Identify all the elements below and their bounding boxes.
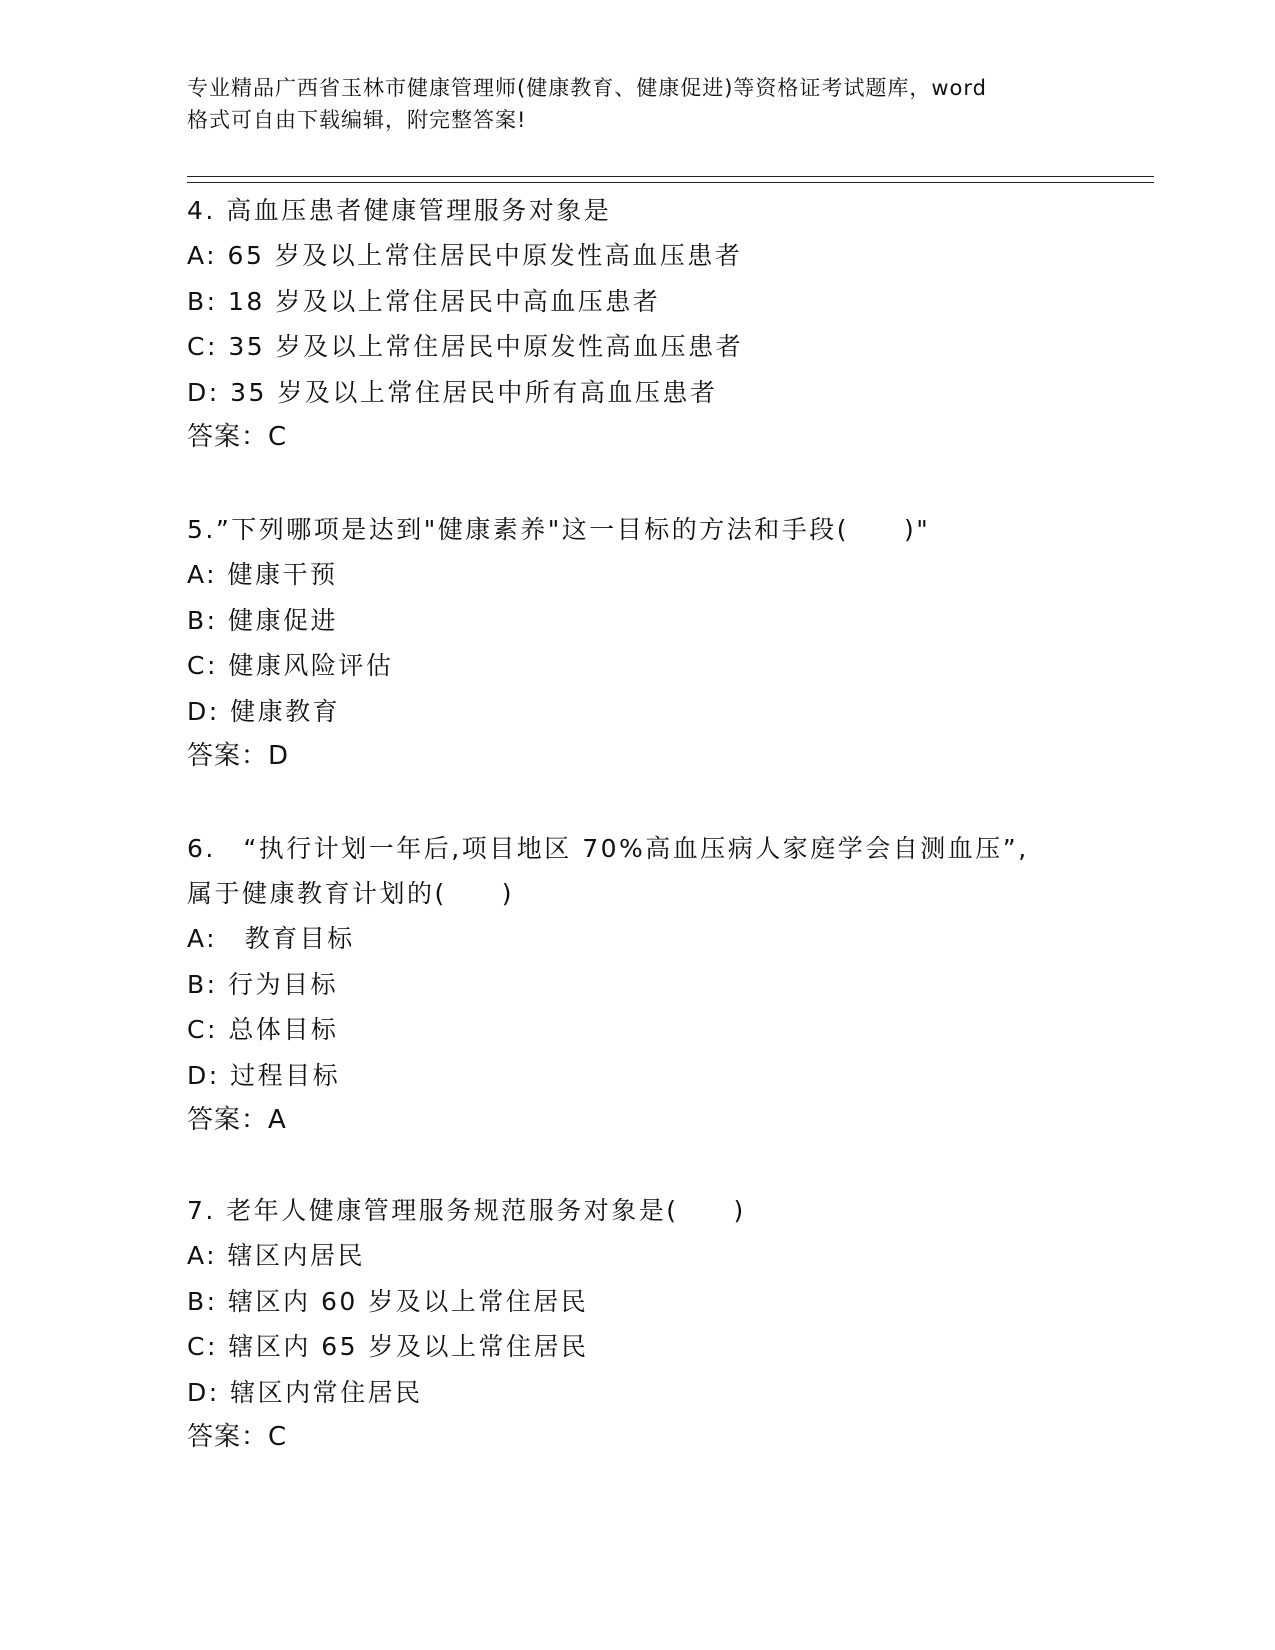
- answer-line: 答案：C: [187, 1422, 288, 1452]
- option-d: D: 辖区内常住居民: [187, 1377, 423, 1407]
- answer-line: 答案：A: [187, 1105, 287, 1135]
- question-7: [187, 1188, 1147, 1460]
- question-5: [187, 507, 1147, 779]
- question-4: [187, 188, 1147, 460]
- question-stem: 5.”下列哪项是达到"健康素养"这一目标的方法和手段( )": [187, 515, 931, 544]
- option-c: C: 总体目标: [187, 1015, 339, 1044]
- option-b: B: 行为目标: [187, 969, 339, 999]
- option-d: D: 健康教育: [187, 696, 341, 726]
- option-a: A: 健康干预: [187, 560, 338, 589]
- option-b: B: 健康促进: [187, 605, 339, 635]
- option-d: D: 过程目标: [187, 1060, 341, 1090]
- question-6: [187, 826, 1147, 1143]
- option-a: A: 辖区内居民: [187, 1241, 366, 1270]
- option-c: C: 健康风险评估: [187, 651, 394, 680]
- option-c: C: 辖区内 65 岁及以上常住居民: [187, 1332, 589, 1361]
- option-c: C: 35 岁及以上常住居民中原发性高血压患者: [187, 332, 744, 361]
- question-stem: 4. 高血压患者健康管理服务对象是: [187, 196, 612, 225]
- document-header: 专业精品广西省玉林市健康管理师(健康教育、健康促进)等资格证考试题库，word 格式可自由下载编辑，附完整答案!: [187, 76, 988, 132]
- question-stem: 7. 老年人健康管理服务规范服务对象是( ): [187, 1196, 746, 1225]
- question-stem: 6. “执行计划一年后,项目地区 70%高血压病人家庭学会自测血压”, 属于健康教育计划的( ): [187, 834, 1029, 908]
- option-a: A: 教育目标: [187, 924, 355, 953]
- option-d: D: 35 岁及以上常住居民中所有高血压患者: [187, 377, 718, 407]
- option-b: B: 辖区内 60 岁及以上常住居民: [187, 1286, 589, 1316]
- header-divider-top: [187, 176, 1154, 177]
- header-divider-bottom: [187, 182, 1154, 183]
- answer-line: 答案：D: [187, 741, 290, 771]
- option-a: A: 65 岁及以上常住居民中原发性高血压患者: [187, 241, 743, 270]
- answer-line: 答案：C: [187, 422, 288, 452]
- option-b: B: 18 岁及以上常住居民中高血压患者: [187, 286, 661, 316]
